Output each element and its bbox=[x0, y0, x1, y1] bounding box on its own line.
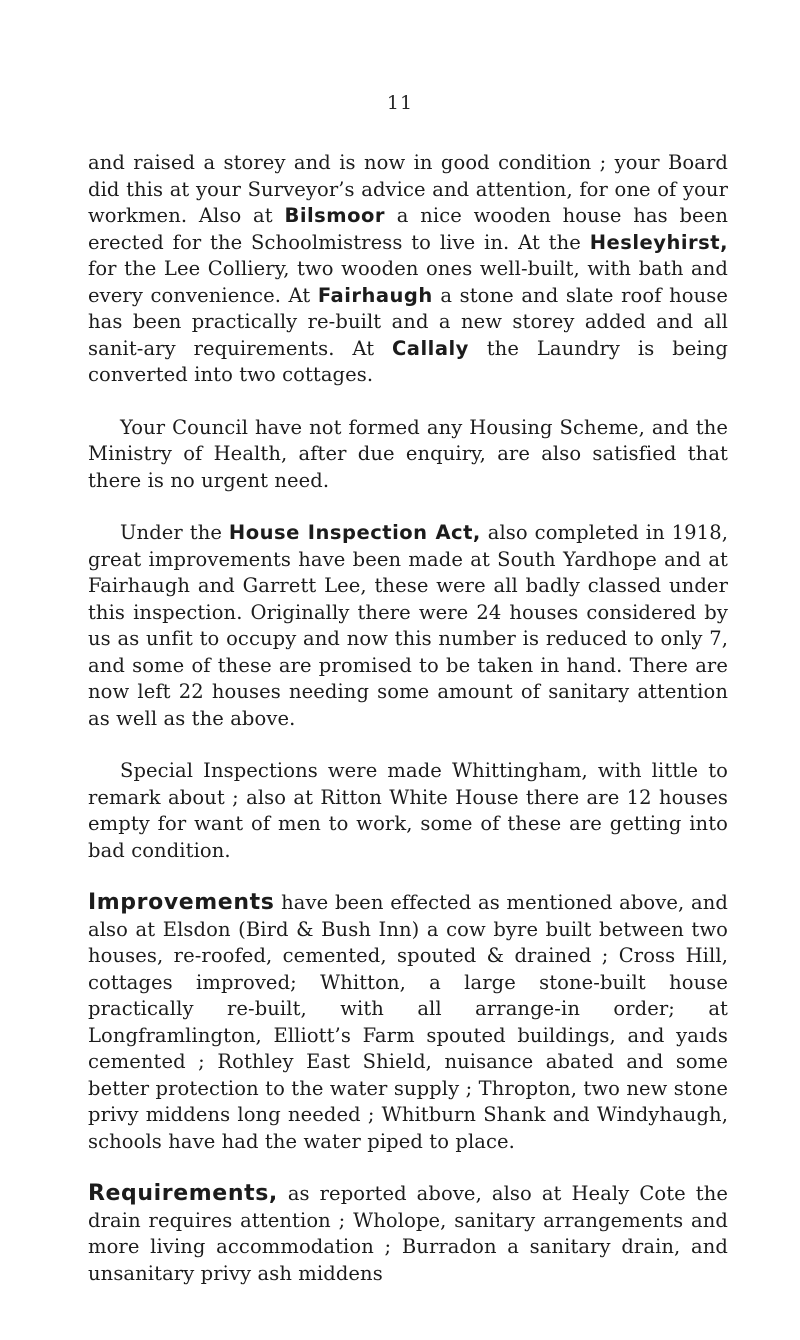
document-body bbox=[88, 150, 728, 1313]
paragraph-special-inspections: Special Inspections were made Whittingham, with little to remark about ; also at Ritton White House there are 12 houses empty for want of men to work, some of these are getting into bad condition. bbox=[88, 759, 728, 862]
text-run: the Laundry is being converted into two cottages. bbox=[88, 336, 728, 386]
text-run: as reported above, also at Healy Cote the drain requires attention ; Wholope, sanitary arrangements and more living accommodation ; Burradon a sanitary drain, and unsanitary privy ash middens bbox=[88, 1182, 728, 1285]
text-run: also completed in 1918, great improvements have been made at South Yardhope and at Fairhaugh and Garrett Lee, these were all badly classed under this inspection. Originally there were 24 houses considered by us as unfit to occupy and now this number is reduced to only 7, and some of these are promised to be taken in hand. There are now left 22 houses needing some amount of sanitary attention as well as the above. bbox=[88, 521, 728, 730]
page-number: 11 bbox=[386, 92, 414, 114]
text-run: a stone and slate roof house has been practically re-built and a new storey added and all sanit-ary requirements. At bbox=[88, 283, 728, 360]
section-heading-improvements: Improvements bbox=[88, 890, 275, 915]
paragraph-housing-works bbox=[88, 150, 728, 389]
paragraph-house-inspection-act bbox=[88, 520, 728, 732]
place-name-callaly: Callaly bbox=[391, 336, 469, 360]
paragraph-requirements bbox=[88, 1181, 728, 1287]
section-heading-requirements: Requirements, bbox=[88, 1181, 278, 1206]
section-term-house-inspection-act: House Inspection Act, bbox=[228, 521, 481, 544]
text-run: Under the bbox=[120, 521, 229, 544]
paragraph-improvements bbox=[88, 890, 728, 1155]
text-run: a nice wooden house has been erected for the Schoolmistress to live in. At the bbox=[88, 204, 728, 254]
place-name-bilsmoor: Bilsmoor bbox=[284, 204, 386, 227]
paragraph-housing-scheme: Your Council have not formed any Housing Scheme, and the Ministry of Health, after due enquiry, are also satisfied that there is no urgent need. bbox=[88, 415, 728, 492]
text-run: for the Lee Colliery, two wooden ones well-built, with bath and every convenience. At bbox=[88, 257, 728, 307]
place-name-fairhaugh: Fairhaugh bbox=[317, 283, 433, 307]
text-run: and raised a storey and is now in good condition ; your Board did this at your Surveyor’s advice and attention, for one of your workmen. Also at bbox=[88, 151, 728, 227]
place-name-hesleyhirst: Hesleyhirst, bbox=[589, 230, 728, 254]
text-run: have been effected as mentioned above, and also at Elsdon (Bird & Bush Inn) a cow byre built between two houses, re-roofed, cemented, spouted & drained ; Cross Hill, cottages improved; Whitton, a large stone-built house practically re-built, with all arrange-in order; at Longframlington, Elliott’s Farm spouted buildings, and yaıds cemented ; Rothley East Shield, nuisance abated and some better protection to the water supply ; Thropton, two new stone privy middens long needed ; Whitburn Shank and Windyhaugh, schools have had the water piped to place. bbox=[88, 891, 728, 1153]
